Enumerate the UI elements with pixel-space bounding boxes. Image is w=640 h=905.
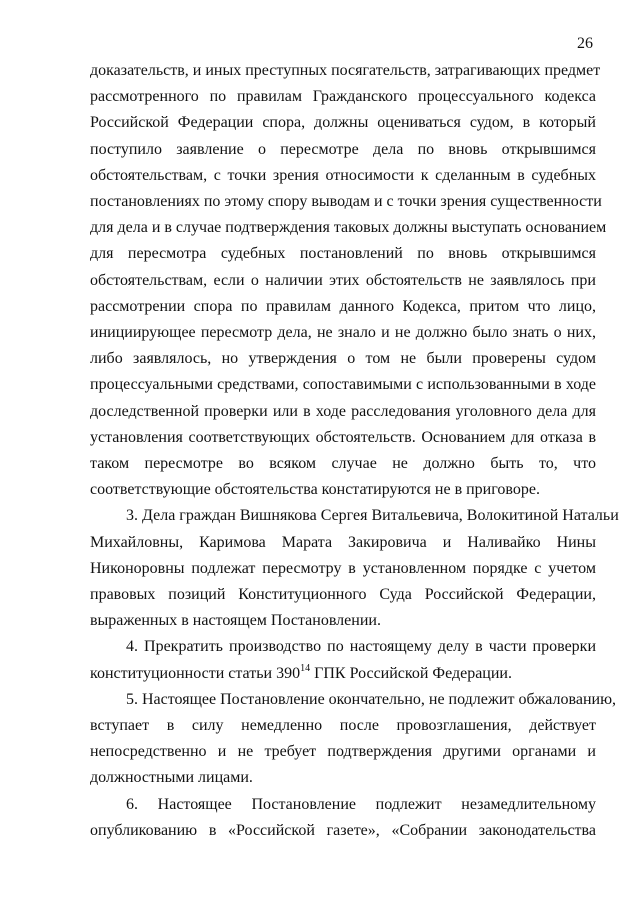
text-line: для дела и в случае подтверждения таковых должны выступать основанием	[90, 219, 607, 237]
text-line: Российской Федерации спора, должны оцениваться судом, в который	[90, 114, 596, 132]
text-line: доказательств, и иных преступных посягательств, затрагивающих предмет	[90, 62, 601, 79]
paragraph-item-5	[90, 687, 617, 792]
text-fragment: конституционности статьи 390	[90, 664, 301, 682]
text-line: 4. Прекратить производство по настоящему делу в части проверки	[126, 638, 596, 656]
text-line: обстоятельствам, с точки зрения относимости к сделанным в судебных	[90, 166, 596, 184]
text-line: 6. Настоящее Постановление подлежит незамедлительному	[126, 795, 596, 813]
text-line: опубликованию в «Российской газете», «Собрании законодательства	[90, 821, 596, 839]
paragraph-item-3	[90, 503, 619, 634]
text-line: Никоноровны подлежат пересмотру в установленном порядке с учетом	[90, 559, 596, 577]
text-line: непосредственно и не требует подтверждения другими органами и	[90, 743, 596, 761]
text-line: должностными лицами.	[90, 769, 253, 787]
text-line: обстоятельствам, если о наличии этих обстоятельств не заявлялось при	[90, 271, 596, 289]
text-line: доследственной проверки или в ходе расследования уголовного дела для	[90, 402, 596, 420]
text-line: рассмотренного по правилам Гражданского процессуального кодекса	[90, 88, 596, 106]
text-line: для пересмотра судебных постановлений по вновь открывшимся	[90, 245, 596, 263]
text-fragment: ГПК Российской Федерации.	[310, 664, 512, 682]
text-line: выраженных в настоящем Постановлении.	[90, 612, 381, 630]
superscript: 14	[300, 662, 311, 674]
text-line: поступило заявление о пересмотре дела по вновь открывшимся	[90, 140, 596, 158]
text-line: Михайловны, Каримова Марата Закировича и Наливайко Нины	[90, 533, 596, 551]
document-body	[90, 58, 619, 844]
text-line: постановлениях по этому спору выводам и с точки зрения существенности	[90, 193, 602, 211]
text-line: соответствующие обстоятельства констатируются не в приговоре.	[90, 481, 540, 499]
text-line: таком пересмотре во всяком случае не должно быть то, что	[90, 455, 596, 473]
text-line: вступает в силу немедленно после провозглашения, действует	[90, 717, 596, 735]
text-line: рассмотрении спора по правилам данного Кодекса, притом что лицо,	[90, 297, 596, 315]
text-line: либо заявлялось, но утверждения о том не были проверены судом	[90, 350, 596, 368]
text-line	[90, 661, 596, 687]
page-number: 26	[577, 35, 593, 52]
text-line: процессуальными средствами, сопоставимыми с использованными в ходе	[90, 376, 596, 394]
text-line: 3. Дела граждан Вишнякова Сергея Витальевича, Волокитиной Натальи	[126, 507, 619, 525]
text-line: 5. Настоящее Постановление окончательно, не подлежит обжалованию,	[126, 690, 617, 708]
text-line: правовых позиций Конституционного Суда Российской Федерации,	[90, 586, 596, 604]
text-line: установления соответствующих обстоятельств. Основанием для отказа в	[90, 428, 596, 446]
paragraph-continuation	[90, 58, 607, 503]
paragraph-item-6	[90, 792, 596, 844]
paragraph-item-4	[90, 634, 596, 686]
text-line: инициирующее пересмотр дела, не знало и не должно было знать о них,	[90, 324, 596, 342]
